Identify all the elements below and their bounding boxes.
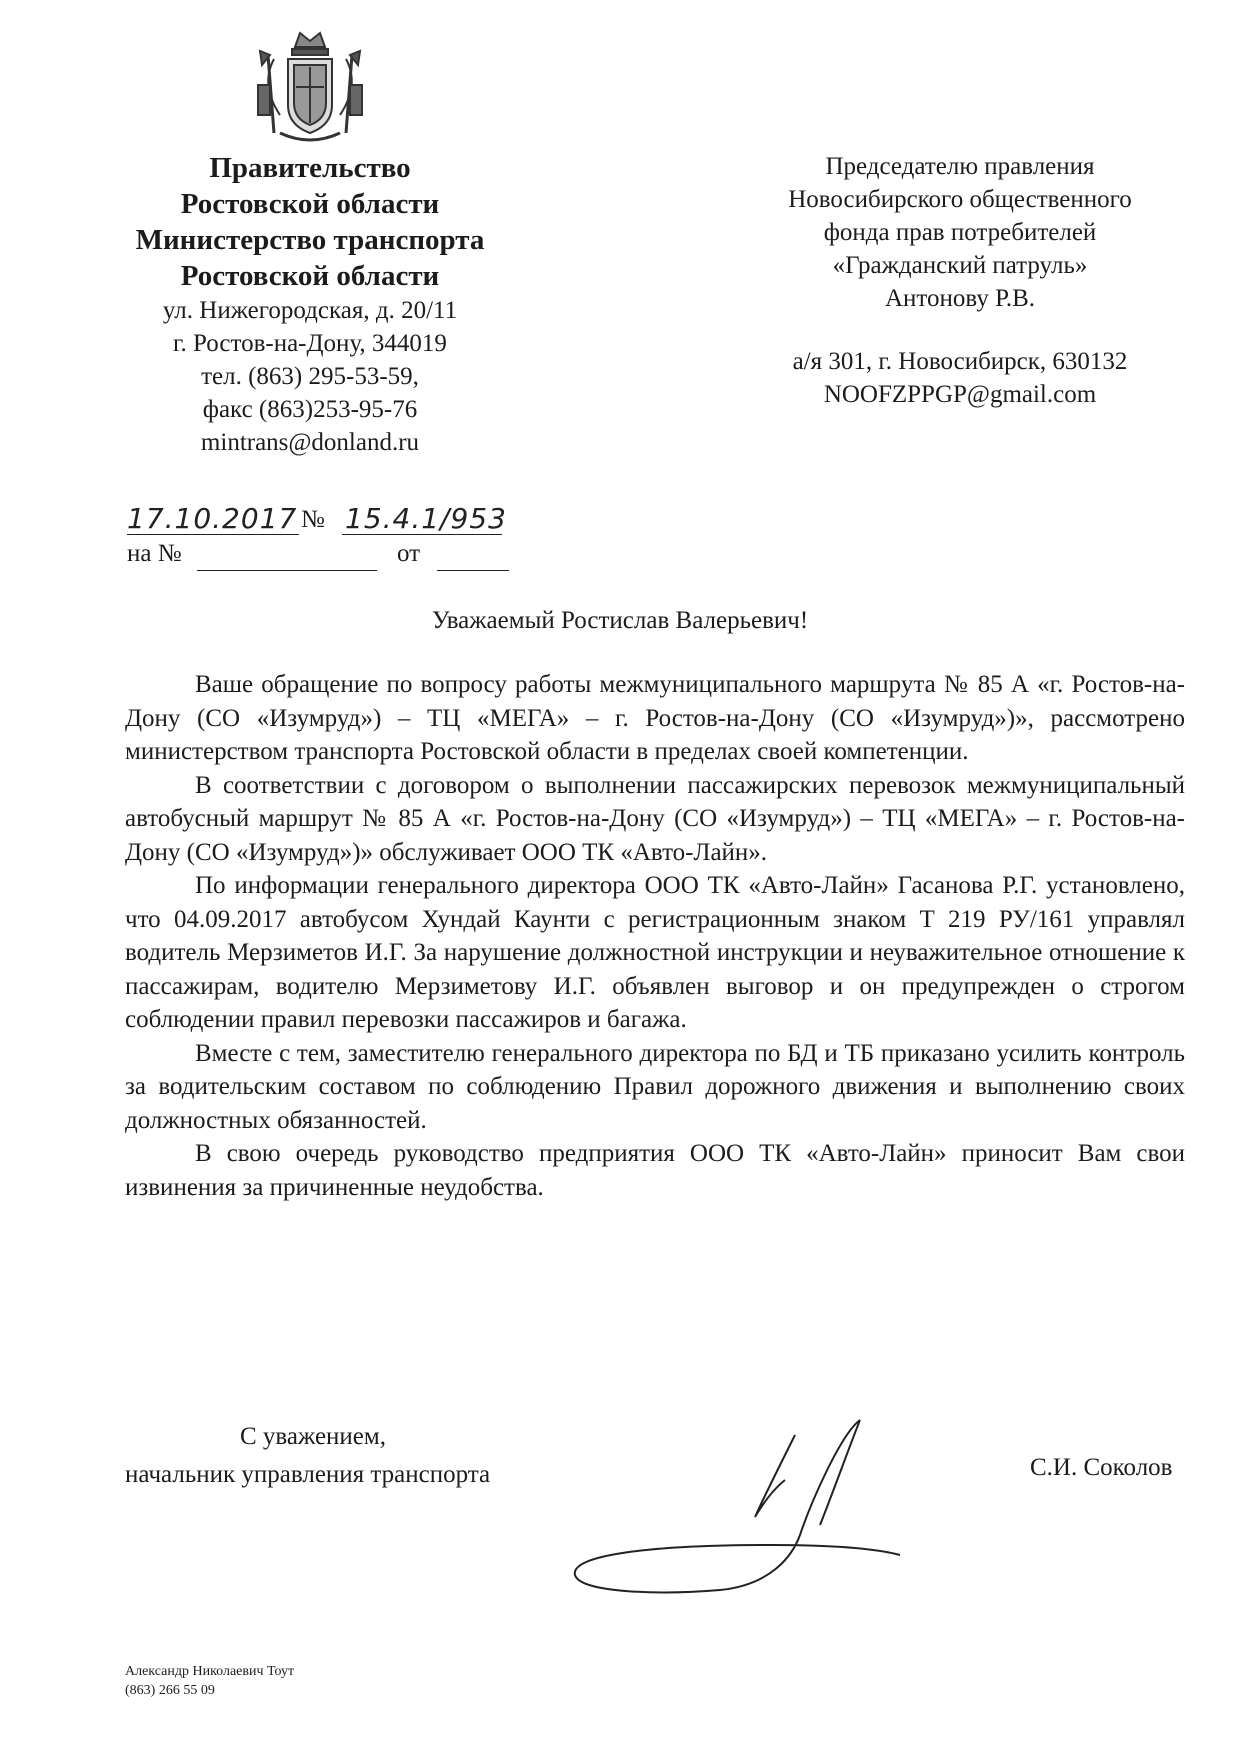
sender-org-line: Министерство транспорта	[135, 224, 485, 256]
body-paragraph: Ваше обращение по вопросу работы межмуниципального маршрута № 85 А «г. Ростов-на-Дону (СО «Изумруд») – ТЦ «МЕГА» – г. Ростов-на-Дону (СО «Изумруд»)», рассмотрено министерством транспорта Ростовской области в пределах своей компетенции.	[125, 671, 1185, 765]
handwritten-signature	[570, 1395, 970, 1605]
coat-of-arms-icon	[250, 25, 370, 155]
recipient-line: «Гражданский патруль»	[832, 252, 1088, 279]
recipient-name: Антонову Р.В.	[884, 285, 1036, 312]
ref-from: от	[397, 540, 421, 567]
date-underline	[127, 534, 299, 535]
sender-org-line: Ростовской области	[180, 260, 440, 292]
recipient-line: Председателю правления	[825, 153, 1095, 180]
closing-regards: С уважением,	[240, 1423, 386, 1450]
sender-org-line: Ростовской области	[180, 188, 440, 220]
sender-phone: тел. (863) 295-53-59,	[201, 363, 419, 390]
sender-fax: факс (863)253-95-76	[202, 396, 418, 423]
registration-line	[127, 500, 547, 540]
executor-phone: (863) 266 55 09	[125, 1683, 215, 1698]
reference-line	[127, 540, 547, 574]
signer-position: начальник управления транспорта	[125, 1461, 491, 1488]
executor-block	[125, 1662, 294, 1700]
number-sign: №	[301, 506, 325, 533]
sender-org-line: Правительство	[209, 152, 411, 184]
salutation: Уважаемый Ростислав Валерьевич!	[431, 607, 809, 634]
sender-email: mintrans@donland.ru	[200, 429, 420, 456]
sender-block	[70, 150, 550, 459]
executor-name: Александр Николаевич Тоут	[125, 1664, 295, 1679]
ref-number-underline	[197, 570, 377, 571]
body-paragraph: В свою очередь руководство предприятия ООО ТК «Авто-Лайн» приносит Вам свои извинения за причиненные неудобства.	[125, 1140, 1185, 1201]
recipient-line: Новосибирского общественного	[788, 186, 1132, 213]
body-paragraph: По информации генерального директора ООО ТК «Авто-Лайн» Гасанова Р.Г. установлено, что 04.09.2017 автобусом Хундай Каунти с регистрационным знаком Т 219 РУ/161 управлял водитель Мерзиметов И.Г. За нарушение должностной инструкции и неуважительное отношение к пассажирам, водителю Мерзиметову И.Г. объявлен выговор и он предупрежден о строгом соблюдении правил перевозки пассажиров и багажа.	[125, 872, 1185, 1033]
recipient-spacer	[720, 315, 1200, 345]
closing-block	[125, 1418, 645, 1494]
body-paragraph: В соответствии с договором о выполнении пассажирских перевозок межмуниципальный автобусный маршрут № 85 А «г. Ростов-на-Дону (СО «Изумруд») – ТЦ «МЕГА» – г. Ростов-на-Дону (СО «Изумруд»)» обслуживает ООО ТК «Авто-Лайн».	[125, 771, 1185, 866]
registration-date: 17.10.2017	[127, 502, 298, 535]
recipient-block	[720, 150, 1200, 411]
body-paragraph: Вместе с тем, заместителю генерального директора по БД и ТБ приказано усилить контроль за водительским составом по соблюдению Правил дорожного движения и выполнению своих должностных обязанностей.	[125, 1039, 1185, 1134]
ref-prefix: на №	[127, 540, 182, 567]
sender-address-line: г. Ростов-на-Дону, 344019	[173, 330, 447, 357]
recipient-address: а/я 301, г. Новосибирск, 630132	[792, 348, 1128, 375]
recipient-email: NOOFZPPGP@gmail.com	[823, 381, 1097, 408]
ref-date-underline	[437, 570, 509, 571]
signer-name: С.И. Соколов	[1030, 1454, 1173, 1481]
number-underline	[342, 534, 502, 535]
recipient-line: фонда прав потребителей	[823, 219, 1097, 246]
registration-number: 15.4.1/953	[345, 502, 507, 535]
sender-address-line: ул. Нижегородская, д. 20/11	[162, 297, 458, 324]
letter-body	[125, 668, 1185, 1204]
